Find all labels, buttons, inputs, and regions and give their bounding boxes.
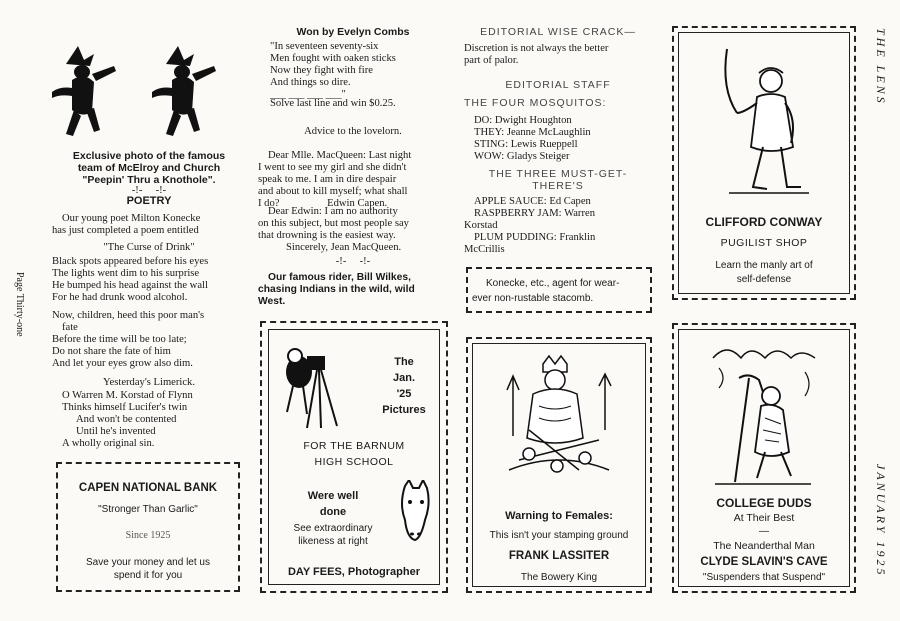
duds-name: COLLEGE DUDS	[716, 496, 812, 510]
bank-pitch: Save your money and let us spend it for you	[86, 557, 210, 581]
limerick-title: Yesterday's Limerick.	[102, 377, 196, 388]
staff-title: EDITORIAL STAFF	[505, 79, 611, 91]
swordsman-icon	[709, 47, 819, 197]
mosquitos-list: DO: Dwight Houghton THEY: Jeanne McLaughlin STING: Lewis Rueppell WOW: Gladys Steiger	[474, 115, 591, 162]
warning-heading: Warning to Females:	[505, 510, 613, 522]
advice-title: Advice to the lovelorn.	[304, 126, 402, 137]
frank-lassiter-ad	[466, 337, 652, 593]
letter-1: Dear Mlle. MacQueen: Last night I went to see my girl and she didn't speak to me. I am in dire despair and about to kill myself; what shall I do? Edwin Capen.	[258, 150, 412, 209]
were-well-done: Were well done	[307, 490, 359, 518]
separator: -!- -!-	[131, 185, 167, 196]
poetry-heading: POETRY	[126, 195, 172, 207]
knothole-photo	[48, 42, 248, 142]
rider-caption: Our famous rider, Bill Wilkes, chasing Indians in the wild, wild West.	[258, 272, 415, 307]
likeness-note: See extraordinary likeness at right	[293, 523, 373, 547]
limerick: O Warren M. Korstad of Flynn Thinks himself Lucifer's twin And won't be contented Until he's invented A wholly original sin.	[62, 390, 193, 449]
clifford-conway-ad	[672, 26, 856, 300]
poetry-intro: Our young poet Milton Konecke has just completed a poem entitled	[52, 213, 201, 236]
konecke-text: Konecke, etc., agent for wear- ever non-rustable stacomb.	[472, 278, 620, 304]
photo-caption: Exclusive photo of the famous team of McElroy and Church "Peepin' Thru a Knothole".	[72, 150, 226, 186]
duds-dash: —	[759, 526, 769, 537]
contest-solve: Solve last line and win $0.25.	[270, 98, 396, 109]
pugilist-shop: PUGILIST SHOP	[720, 237, 808, 249]
separator-2: -!- -!-	[335, 256, 371, 267]
bowery-king: The Bowery King	[520, 572, 598, 583]
caricature-right-icon	[152, 46, 216, 136]
neanderthal-man: The Neanderthal Man	[713, 540, 815, 552]
suspenders-slogan: "Suspenders that Suspend"	[702, 572, 826, 583]
running-head-lens: THE LENS	[874, 28, 888, 106]
horse-head-icon	[395, 480, 435, 542]
mosquitos-title: THE FOUR MOSQUITOS:	[464, 97, 607, 109]
caricature-left-icon	[52, 46, 116, 136]
studio-name: DAY FEES, Photographer	[287, 566, 421, 578]
jan-25-pictures: The Jan. '25 Pictures	[382, 356, 426, 416]
poem-stanza-2: Now, children, heed this poor man's fate Before the time will be too late; Do not share the fate of him And let your eyes grow also dim.	[52, 310, 205, 369]
contest-title: Won by Evelyn Combs	[296, 26, 410, 38]
letter-2: Dear Edwin: I am no authority on this subject, but most people say that drowning is the easiest way. Sincerely, Jean MacQueen.	[258, 206, 409, 253]
camera-man-icon	[277, 342, 357, 432]
manly-art: Learn the manly art of self-defense	[715, 260, 813, 285]
stamping-ground: This isn't your stamping ground	[489, 530, 629, 541]
day-fees-photographer-ad	[260, 321, 448, 593]
caveman-icon	[709, 338, 819, 488]
konecke-stacomb-ad	[466, 267, 652, 313]
king-on-throne-icon	[499, 350, 619, 480]
running-head-date: JANUARY 1925	[874, 464, 888, 578]
barnum-high-school: FOR THE BARNUM HIGH SCHOOL	[303, 440, 405, 468]
poem-stanza-1: Black spots appeared before his eyes The lights went dim to his surprise He bumped his head against the wall For he had drunk wood alcohol.	[52, 256, 209, 303]
bank-slogan: "Stronger Than Garlic"	[98, 504, 198, 515]
poem-title: "The Curse of Drink"	[103, 242, 195, 253]
photo-ad-frame	[268, 329, 440, 585]
must-get-theres-list: APPLE SAUCE: Ed Capen RASPBERRY JAM: Warren Korstad PLUM PUDDING: Franklin McCrillis	[464, 196, 596, 255]
must-get-theres-title: THE THREE MUST-GET- THERE'S	[488, 168, 628, 192]
wisecrack-title: EDITORIAL WISE CRACK—	[480, 26, 636, 38]
page-number: Page Thirty-one	[14, 272, 25, 337]
college-duds-ad	[672, 323, 856, 593]
duds-best: At Their Best	[733, 512, 795, 524]
lassiter-frame	[472, 343, 646, 587]
capen-bank-ad	[56, 462, 240, 592]
lassiter-name: FRANK LASSITER	[508, 550, 610, 562]
bank-since: Since 1925	[125, 530, 171, 541]
bank-name: CAPEN NATIONAL BANK	[78, 482, 218, 494]
duds-frame	[678, 329, 850, 587]
conway-name: CLIFFORD CONWAY	[705, 215, 823, 229]
contest-poem: "In seventeen seventy-six Men fought with oaken sticks Now they fight with fire And things so dire. ___ ___ ___ ___"	[270, 41, 396, 100]
conway-frame	[678, 32, 850, 294]
wisecrack-text: Discretion is not always the better part of palor.	[464, 43, 609, 66]
slavins-cave: CLYDE SLAVIN'S CAVE	[700, 556, 828, 568]
